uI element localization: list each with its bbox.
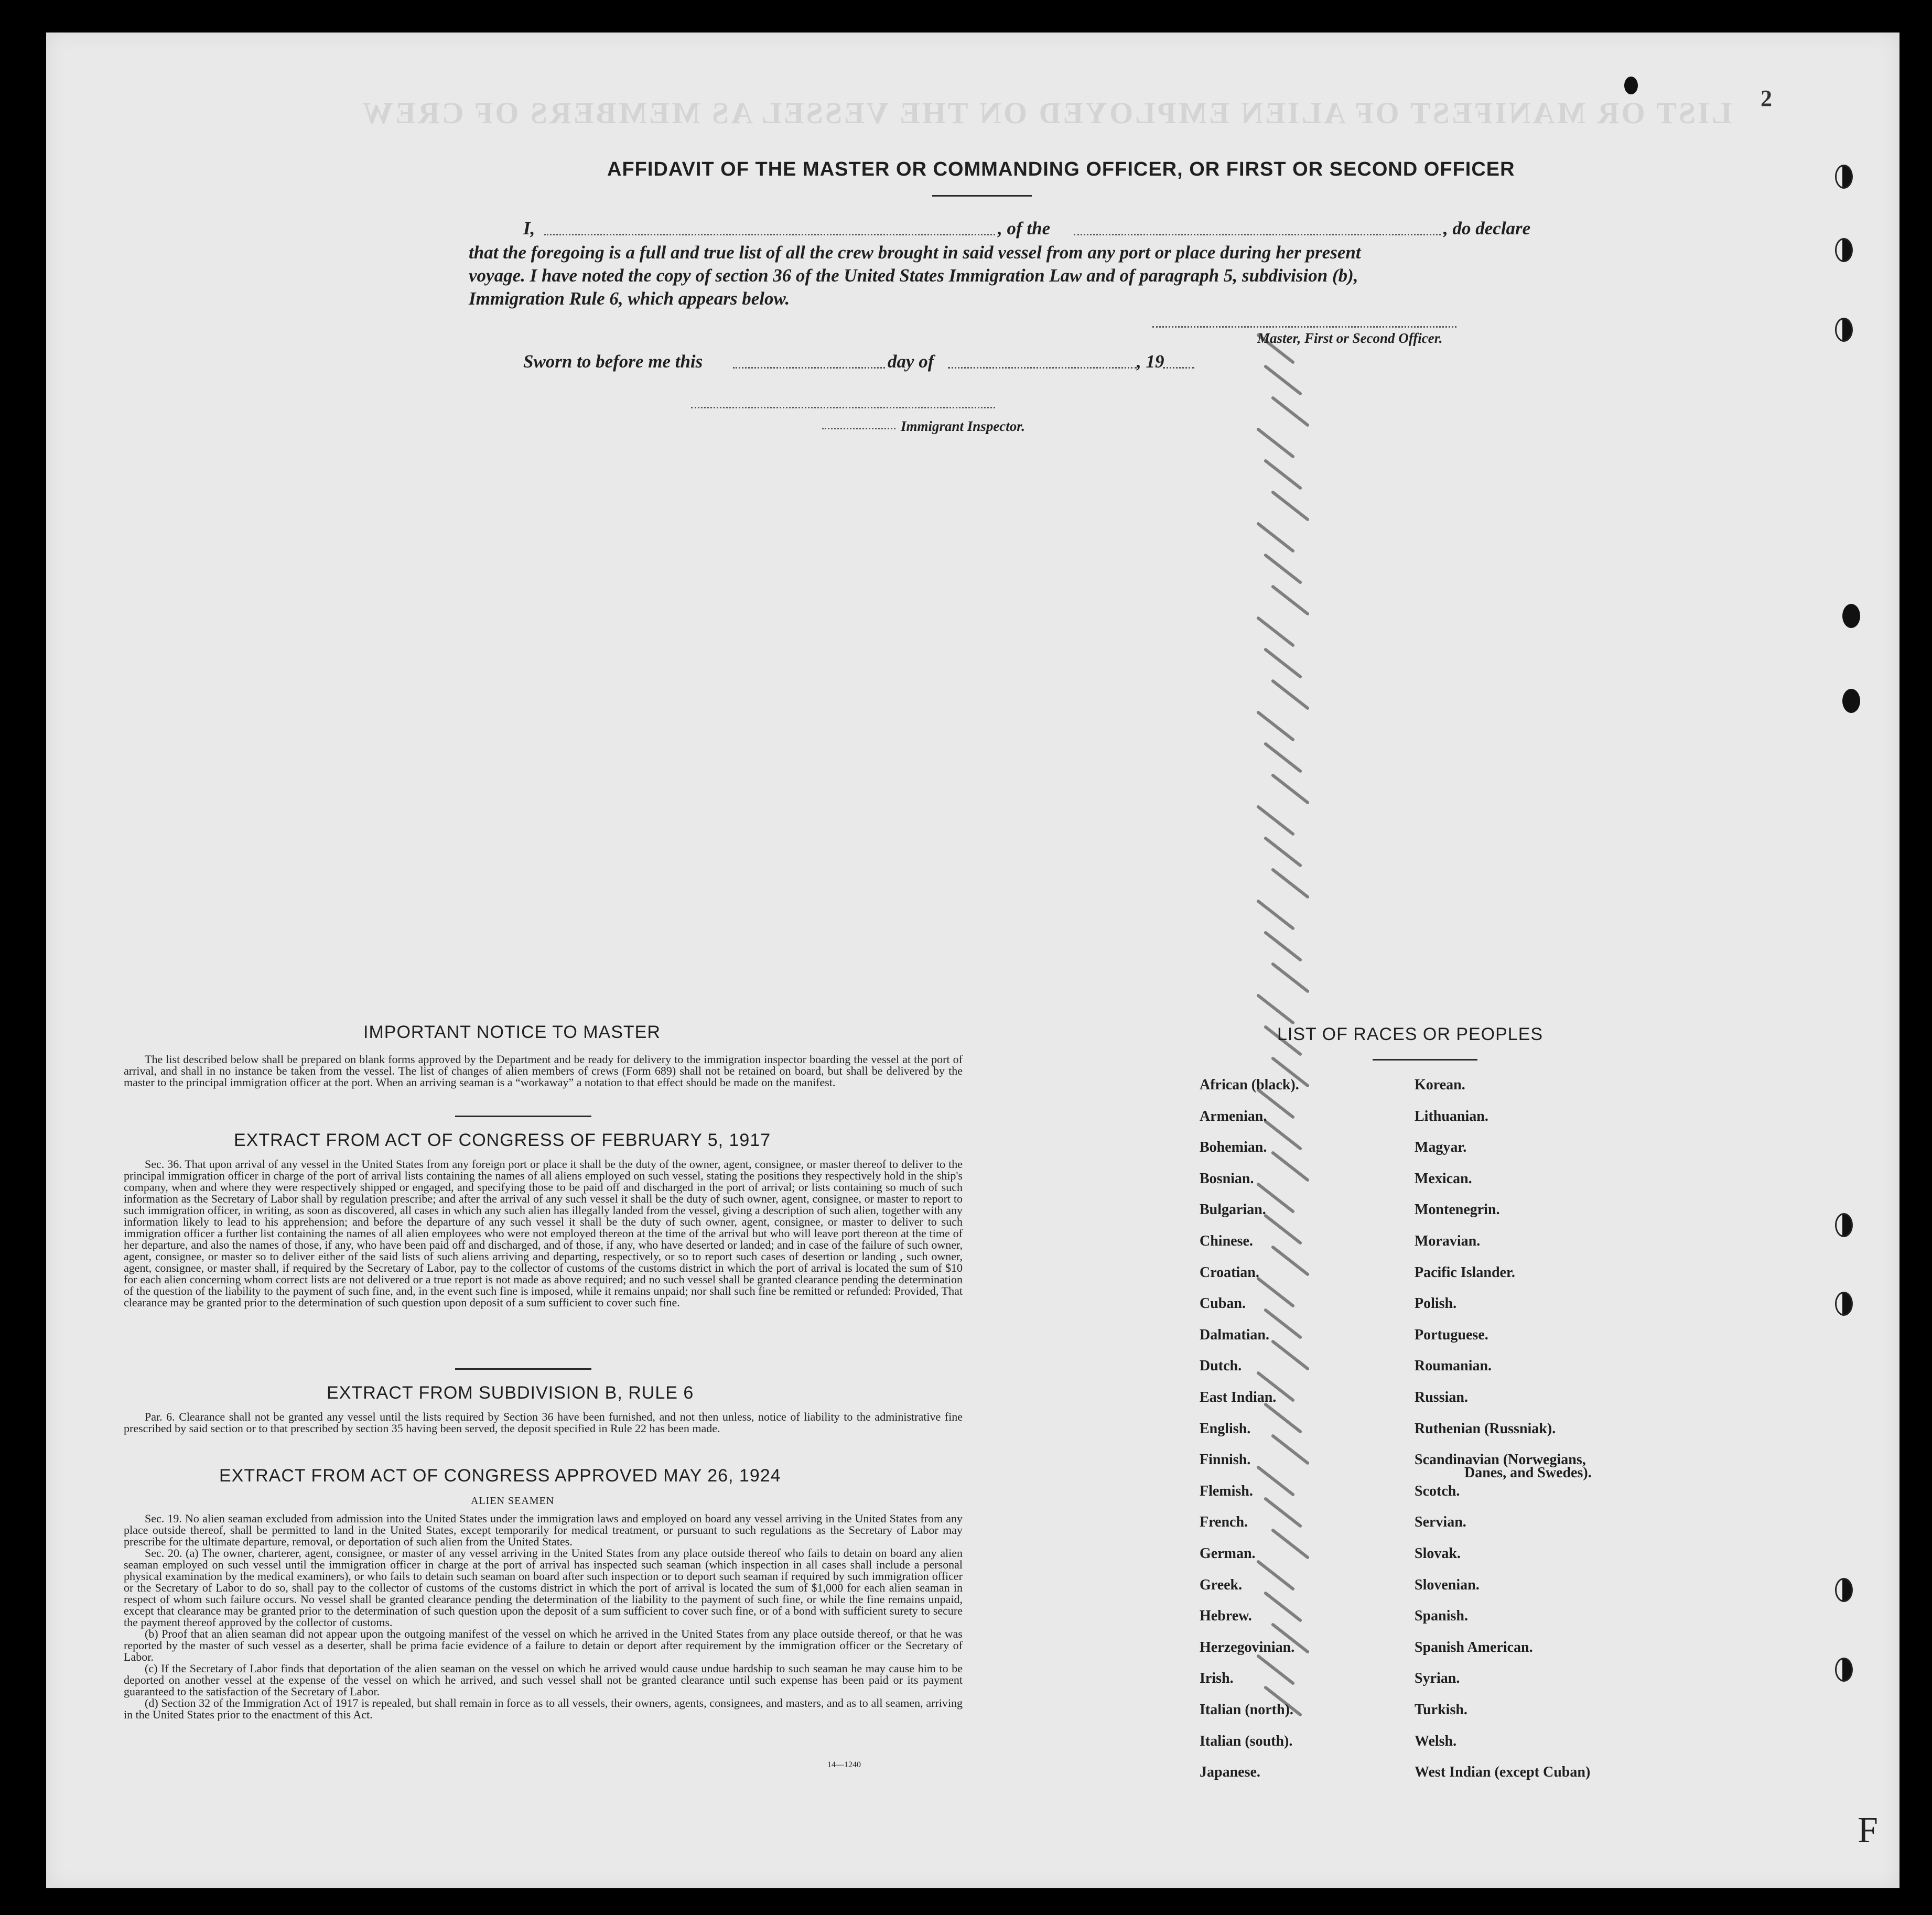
rule6-text: Par. 6. Clearance shall not be granted any vessel until the lists required by Section 36 have been furnished, and not then unless, notice of liability to the administrative fine prescribed by said section or to that prescribed by section 35 having been served, the deposit specified in Rule 22 has been made. <box>124 1410 963 1435</box>
year-blank[interactable] <box>1163 367 1194 369</box>
act1917-text: Sec. 36. That upon arrival of any vessel in the United States from any foreign port or place it shall be the duty of the owner, agent, consignee, or master thereof to deliver to the principal immigration officer in charge of the port of arrival lists containing the names of all aliens employed on such vessel, stating the positions they respectively hold in the ship's company, when and where they were respectively shipped or engaged, and specifying those to be paid off and discharged in the port of arrival; or lists containing so much of such information as the Secretary of Labor shall by regulation prescribe; and after the arrival of any such vessel it shall be the duty of such owner, agent, consignee, or master to report to such immigration officer, in writing, as soon as discovered, all cases in which any such alien has illegally landed from the vessel, giving a description of such alien, together with any information likely to lead to his apprehension; and before the departure of any such vessel it shall be the duty of such owner, agent, consignee, or master to deliver to such immigration officer a further list containing the names of all alien employees who were not employed thereon at the time of the arrival but who will leave port thereon at the time of her departure, and also the names of those, if any, who have been paid off and discharged, and of those, if any, who have deserted or landed; and in case of the failure of such owner, agent, consignee, or master so to deliver either of the said lists of such aliens arriving and departing, respectively, or so to report such cases of desertion or landing , such owner, agent, consignee, or master shall, if required by the Secretary of Labor, pay to the collector of customs of the customs district in which the port of arrival is located the sum of $10 for each alien concerning whom correct lists are not delivered or a true report is not made as above required; and no such vessel shall be granted clearance pending the determination of the question of the liability to the payment of such fine, and, in the event such fine is imposed, while it remains unpaid; nor shall such fine be remitted or refunded: Provided, That clearance may be granted prior to the determination of such question upon deposit of a sum sufficient to cover such fine. <box>124 1157 963 1309</box>
race-item: Armenian. <box>1200 1108 1267 1124</box>
stamp-mark <box>1271 396 1310 427</box>
race-item: Italian (south). <box>1200 1733 1293 1749</box>
stamp-mark <box>1271 490 1310 522</box>
stamp-mark <box>1256 1560 1296 1591</box>
name-blank[interactable] <box>544 234 995 235</box>
stamp-mark <box>1271 679 1310 710</box>
stamp-mark <box>1256 1654 1296 1685</box>
stamp-mark <box>1256 899 1296 931</box>
race-item: German. <box>1200 1545 1256 1562</box>
day-of-label: day of <box>888 351 934 372</box>
race-item: Slovak. <box>1415 1545 1461 1562</box>
act1924-text: Sec. 19. No alien seaman excluded from admission into the United States under the immigration laws and employed on board any vessel arriving in the United States from any place outside thereof, shall be permitted to land in the United States, except temporarily for medical treatment, or pursuant to such regulations as the Secretary of Labor may prescribe for the ultimate departure, removal, or deportation of such alien from the United States. Sec. 20. (a) The owner, charterer, agent, consignee, or master of any vessel arriving in the United States from any place outside thereof who fails to detain on board any alien seaman employed on such vessel until the immigration officer in charge at the port of arrival has inspected such seaman (which inspection in all cases shall include a personal physical examination by the medical examiners), or who fails to detain such seaman on board after such inspection or to deport such seaman if required by such immigration officer or the Secretary of Labor to do so, shall pay to the collector of customs of the customs district in which the port of arrival is located the sum of $1,000 for each alien seaman in respect of whom such failure occurs. No vessel shall be granted clearance pending the determination of the liability to the payment of such fine, or while the fine remains unpaid, except that clearance may be granted prior to the determination of such question upon the deposit of a sum sufficient to cover such fine, or of a bond with sufficient surety to secure the payment thereof approved by the collector of customs. (b) Proof that an alien seaman did not appear upon the outgoing manifest of the vessel on which he arrived in the United States from any place outside thereof, or that he was reported by the master of such vessel as a deserter, shall be prima facie evidence of a failure to detain or deport after requirement by the immigration officer or the Secretary of Labor. (c) If the Secretary of Labor finds that deportation of the alien seaman on the vessel on which he arrived would cause undue hardship to such seaman he may cause him to be deported on another vessel at the expense of the vessel on which he arrived, and such vessel shall not be granted clearance until such expense has been paid or its payment guaranteed to the satisfaction of the Secretary of Labor. (d) Section 32 of the Immigration Act of 1917 is repealed, but shall remain in force as to all vessels, their owners, agents, consignees, and masters, and as to all seamen, arriving in the United States prior to the enactment of this Act. <box>124 1512 963 1721</box>
stamp-mark <box>1271 1528 1310 1560</box>
stamp-mark <box>1264 836 1303 868</box>
race-item: African (black). <box>1200 1077 1299 1093</box>
binder-hole <box>1835 165 1853 189</box>
race-item: Servian. <box>1415 1514 1466 1531</box>
stamp-mark <box>1264 553 1303 585</box>
race-item: Spanish. <box>1415 1608 1468 1625</box>
race-item: Syrian. <box>1415 1670 1460 1687</box>
race-item: Mexican. <box>1415 1170 1472 1187</box>
race-item: Flemish. <box>1200 1483 1253 1499</box>
affidavit-line2: that the foregoing is a full and true list of all the crew brought in said vessel from any port or place during her present <box>469 242 1361 263</box>
act1917-title: EXTRACT FROM ACT OF CONGRESS OF FEBRUARY 5, 1917 <box>234 1130 771 1150</box>
stamp-mark <box>1264 647 1303 679</box>
bleed-through-text: LIST OR MANIFEST OF ALIEN EMPLOYED ON THE VESSEL AS MEMBERS OF CREW <box>361 96 1732 130</box>
stamp-mark <box>1256 616 1296 647</box>
binder-hole <box>1624 77 1638 94</box>
stamp-mark <box>1264 1591 1303 1622</box>
binder-hole <box>1835 1658 1853 1682</box>
stamp-mark <box>1264 1214 1303 1245</box>
notice-text: The list described below shall be prepared on blank forms approved by the Department and be ready for delivery to the immigration inspector boarding the vessel at the port of arrival, and shall in no instance be taken from the vessel. The list of changes of alien members of crews (Form 689) shall not be retained on board, but shall be delivered by the master to the principal immigration officer at the port. When an arriving seaman is a “workaway” a notation to that effect should be made on the manifest. <box>124 1053 963 1089</box>
stamp-mark <box>1271 773 1310 805</box>
race-item: Herzegovinian. <box>1200 1639 1295 1656</box>
race-item: Dalmatian. <box>1200 1326 1269 1343</box>
race-item: Russian. <box>1415 1389 1468 1405</box>
sworn-label: Sworn to before me this <box>523 351 703 372</box>
race-item: Magyar. <box>1415 1139 1467 1156</box>
race-item: Japanese. <box>1200 1764 1260 1781</box>
races-title: LIST OF RACES OR PEOPLES <box>1277 1024 1544 1044</box>
binder-hole <box>1835 1578 1853 1602</box>
race-item: Welsh. <box>1415 1733 1457 1749</box>
stamp-mark <box>1271 1339 1310 1371</box>
stamp-mark <box>1256 522 1296 553</box>
binder-hole <box>1835 1213 1853 1237</box>
stamp-mark <box>1264 364 1303 396</box>
act1917-rule <box>455 1368 591 1370</box>
stamp-mark <box>1256 1276 1296 1308</box>
race-item: East Indian. <box>1200 1389 1277 1405</box>
stamp-mark <box>1264 931 1303 962</box>
do-declare-label: , do declare <box>1443 218 1531 239</box>
act1924-title: EXTRACT FROM ACT OF CONGRESS APPROVED MAY 26, 1924 <box>219 1466 781 1486</box>
notice-rule <box>455 1116 591 1117</box>
day-blank[interactable] <box>733 367 885 369</box>
race-item: Portuguese. <box>1415 1326 1488 1343</box>
act1924-subtitle: ALIEN SEAMEN <box>471 1495 555 1507</box>
stamp-mark <box>1271 962 1310 993</box>
stamp-mark <box>1256 805 1296 836</box>
stamp-mark <box>1264 1402 1303 1434</box>
race-item: Turkish. <box>1415 1702 1467 1718</box>
vessel-blank[interactable] <box>1074 234 1441 235</box>
race-item: Korean. <box>1415 1077 1465 1093</box>
race-item: Bohemian. <box>1200 1139 1267 1156</box>
race-item: Pacific Islander. <box>1415 1264 1515 1281</box>
rule6-title: EXTRACT FROM SUBDIVISION B, RULE 6 <box>327 1383 694 1403</box>
stamp-mark <box>1256 993 1296 1025</box>
race-item: Finnish. <box>1200 1452 1251 1468</box>
race-item: Moravian. <box>1415 1233 1481 1249</box>
master-signature-blank[interactable] <box>1152 326 1456 328</box>
binder-hole <box>1842 689 1860 713</box>
race-item: Lithuanian. <box>1415 1108 1488 1124</box>
inspector-prefix-blank <box>822 428 895 429</box>
master-label: Master, First or Second Officer. <box>1257 330 1443 346</box>
stamp-mark <box>1256 1465 1296 1497</box>
race-item: Irish. <box>1200 1670 1234 1687</box>
race-item: English. <box>1200 1420 1251 1437</box>
document-page <box>46 33 1899 1888</box>
race-item-continuation: Danes, and Swedes). <box>1464 1465 1592 1481</box>
declare-line: I, <box>523 218 535 239</box>
binder-hole <box>1835 318 1853 342</box>
title-rule <box>932 195 1032 197</box>
stamp-mark <box>1264 742 1303 773</box>
stamp-mark <box>1256 710 1296 742</box>
of-the-label: , of the <box>998 218 1051 239</box>
stamp-mark <box>1271 1245 1310 1276</box>
race-item: Dutch. <box>1200 1358 1242 1375</box>
stamp-mark <box>1264 1119 1303 1151</box>
affidavit-line4: Immigration Rule 6, which appears below. <box>469 288 790 309</box>
inspector-signature-blank[interactable] <box>691 407 995 408</box>
stamp-mark <box>1271 585 1310 616</box>
binder-hole <box>1842 604 1860 628</box>
corner-mark: F <box>1858 1810 1878 1851</box>
race-item: Polish. <box>1415 1295 1457 1312</box>
race-item: Croatian. <box>1200 1264 1259 1281</box>
race-item: Hebrew. <box>1200 1608 1252 1625</box>
affidavit-line3: voyage. I have noted the copy of section 36 of the United States Immigration Law and of paragraph 5, subdivision (b), <box>469 265 1358 286</box>
race-item: Cuban. <box>1200 1295 1246 1312</box>
stamp-mark <box>1271 1434 1310 1465</box>
stamp-mark <box>1256 427 1296 459</box>
race-item: Italian (north). <box>1200 1702 1293 1718</box>
race-item: French. <box>1200 1514 1248 1531</box>
stamp-mark <box>1264 1497 1303 1528</box>
races-rule <box>1373 1059 1477 1061</box>
race-item: Bosnian. <box>1200 1170 1254 1187</box>
stamp-mark <box>1271 1151 1310 1182</box>
race-item: Scotch. <box>1415 1483 1460 1499</box>
page-number: 2 <box>1761 85 1772 111</box>
affidavit-title: AFFIDAVIT OF THE MASTER OR COMMANDING OFFICER, OR FIRST OR SECOND OFFICER <box>607 158 1515 180</box>
form-number: 14—1240 <box>827 1760 861 1769</box>
race-item: Bulgarian. <box>1200 1202 1266 1218</box>
year-label: , 19 <box>1137 351 1164 372</box>
inspector-label: Immigrant Inspector. <box>901 418 1026 434</box>
stamp-mark <box>1264 459 1303 490</box>
binder-hole <box>1835 1292 1853 1316</box>
notice-title: IMPORTANT NOTICE TO MASTER <box>363 1022 661 1042</box>
stamp-mark <box>1271 868 1310 899</box>
race-item: Chinese. <box>1200 1233 1253 1249</box>
binder-hole <box>1835 238 1853 262</box>
race-item: Montenegrin. <box>1415 1202 1500 1218</box>
race-item: Greek. <box>1200 1576 1243 1593</box>
month-blank[interactable] <box>948 367 1137 369</box>
race-item: Roumanian. <box>1415 1358 1492 1375</box>
race-item: Scandinavian (Norwegians, <box>1415 1452 1586 1468</box>
race-item: Ruthenian (Russniak). <box>1415 1420 1556 1437</box>
race-item: Slovenian. <box>1415 1576 1480 1593</box>
race-item: Spanish American. <box>1415 1639 1533 1656</box>
race-item: West Indian (except Cuban) <box>1415 1764 1591 1781</box>
